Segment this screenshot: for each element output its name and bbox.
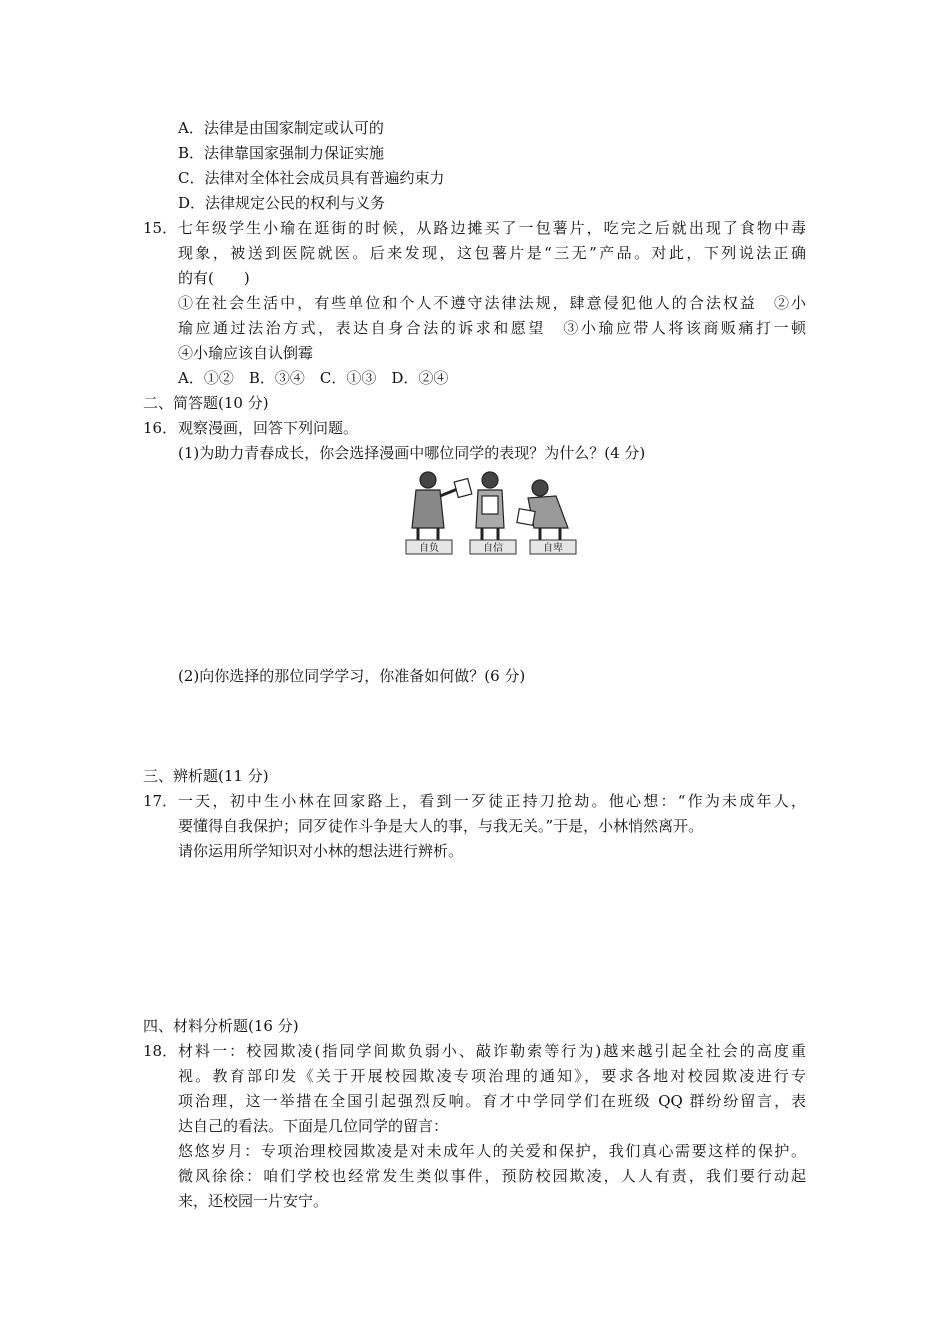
q18-comment-1: 悠悠岁月：专项治理校园欺凌是对未成年人的关爱和保护，我们真心需要这样的保护。 xyxy=(178,1142,806,1160)
q15-stem-line-2: 现象，被送到医院就医。后来发现，这包薯片是“三无”产品。对此，下列说法正确 xyxy=(178,244,806,262)
q18-line-2: 视。教育部印发《关于开展校园欺凌专项治理的通知》，要求各地对校园欺凌进行专 xyxy=(178,1067,806,1085)
q17-line-3: 请你运用所学知识对小林的想法进行辨析。 xyxy=(178,842,464,860)
section-2-title: 二、简答题(10 分) xyxy=(143,394,269,412)
section-3-title: 三、辨析题(11 分) xyxy=(143,767,269,785)
q16-sub-question-2: (2)向你选择的那位同学学习，你准备如何做？(6 分) xyxy=(178,667,526,685)
q18-line-3: 项治理，这一举措在全国引起强烈反响。育才中学同学们在班级 QQ 群纷纷留言，表 xyxy=(178,1092,806,1110)
cartoon-label-self-abased: 自卑 xyxy=(543,543,563,554)
cartoon-label-arrogant: 自负 xyxy=(419,543,439,554)
q14-option-b: B．法律靠国家强制力保证实施 xyxy=(178,144,385,162)
section-4-title: 四、材料分析题(16 分) xyxy=(143,1017,299,1035)
q15-statement-line-1: ①在社会生活中，有些单位和个人不遵守法律法规，肆意侵犯他人的合法权益 ②小 xyxy=(178,294,806,312)
cartoon-label-confident: 自信 xyxy=(483,543,503,554)
q16-sub-question-1: (1)为助力青春成长，你会选择漫画中哪位同学的表现？为什么？(4 分) xyxy=(178,444,646,462)
student-confident-figure xyxy=(476,472,504,540)
q18-comment-2-line-2: 来，还校园一片安宁。 xyxy=(178,1192,329,1210)
q14-option-a: A．法律是由国家制定或认可的 xyxy=(178,119,384,137)
q18-line-1-text: 校园欺凌(指同学间欺负弱小、敲诈勒索等行为)越来越引起全社会的高度重 xyxy=(246,1042,806,1060)
q17-number: 17． xyxy=(143,792,178,810)
q14-option-d: D．法律规定公民的权利与义务 xyxy=(178,194,386,212)
q18-number: 18． xyxy=(143,1042,178,1060)
q15-stem-line-3: 的有( ) xyxy=(178,269,250,287)
q16-stem: 观察漫画，回答下列问题。 xyxy=(178,419,359,437)
q14-option-c: C．法律对全体社会成员具有普遍约束力 xyxy=(178,169,445,187)
q18-line-4: 达自己的看法。下面是几位同学的留言： xyxy=(178,1117,449,1135)
q17-line-1: 一天，初中生小林在回家路上，看到一歹徒正持刀抢劫。他心想：“作为未成年人， xyxy=(178,792,806,810)
cartoon-illustration xyxy=(398,466,584,558)
q15-number: 15． xyxy=(143,219,178,237)
q18-line-1 xyxy=(178,1041,806,1061)
q15-statement-line-2: 瑜应通过法治方式，表达自身合法的诉求和愿望 ③小瑜应带人将该商贩痛打一顿 xyxy=(178,319,806,337)
q15-stem-line-1: 七年级学生小瑜在逛街的时候，从路边摊买了一包薯片，吃完之后就出现了食物中毒 xyxy=(178,219,806,237)
student-self-abased-figure xyxy=(517,480,568,540)
q18-material-label: 材料一： xyxy=(178,1042,247,1060)
q15-choices: A．①② B．③④ C．①③ D．②④ xyxy=(178,369,449,387)
q15-statement-line-3: ④小瑜应该自认倒霉 xyxy=(178,344,314,362)
q16-number: 16． xyxy=(143,419,178,437)
student-arrogant-figure xyxy=(412,472,472,540)
q17-line-2: 要懂得自我保护；同歹徒作斗争是大人的事，与我无关。”于是，小林悄然离开。 xyxy=(178,817,704,835)
q18-comment-2-line-1: 微风徐徐：咱们学校也经常发生类似事件，预防校园欺凌，人人有责，我们要行动起 xyxy=(178,1167,806,1185)
